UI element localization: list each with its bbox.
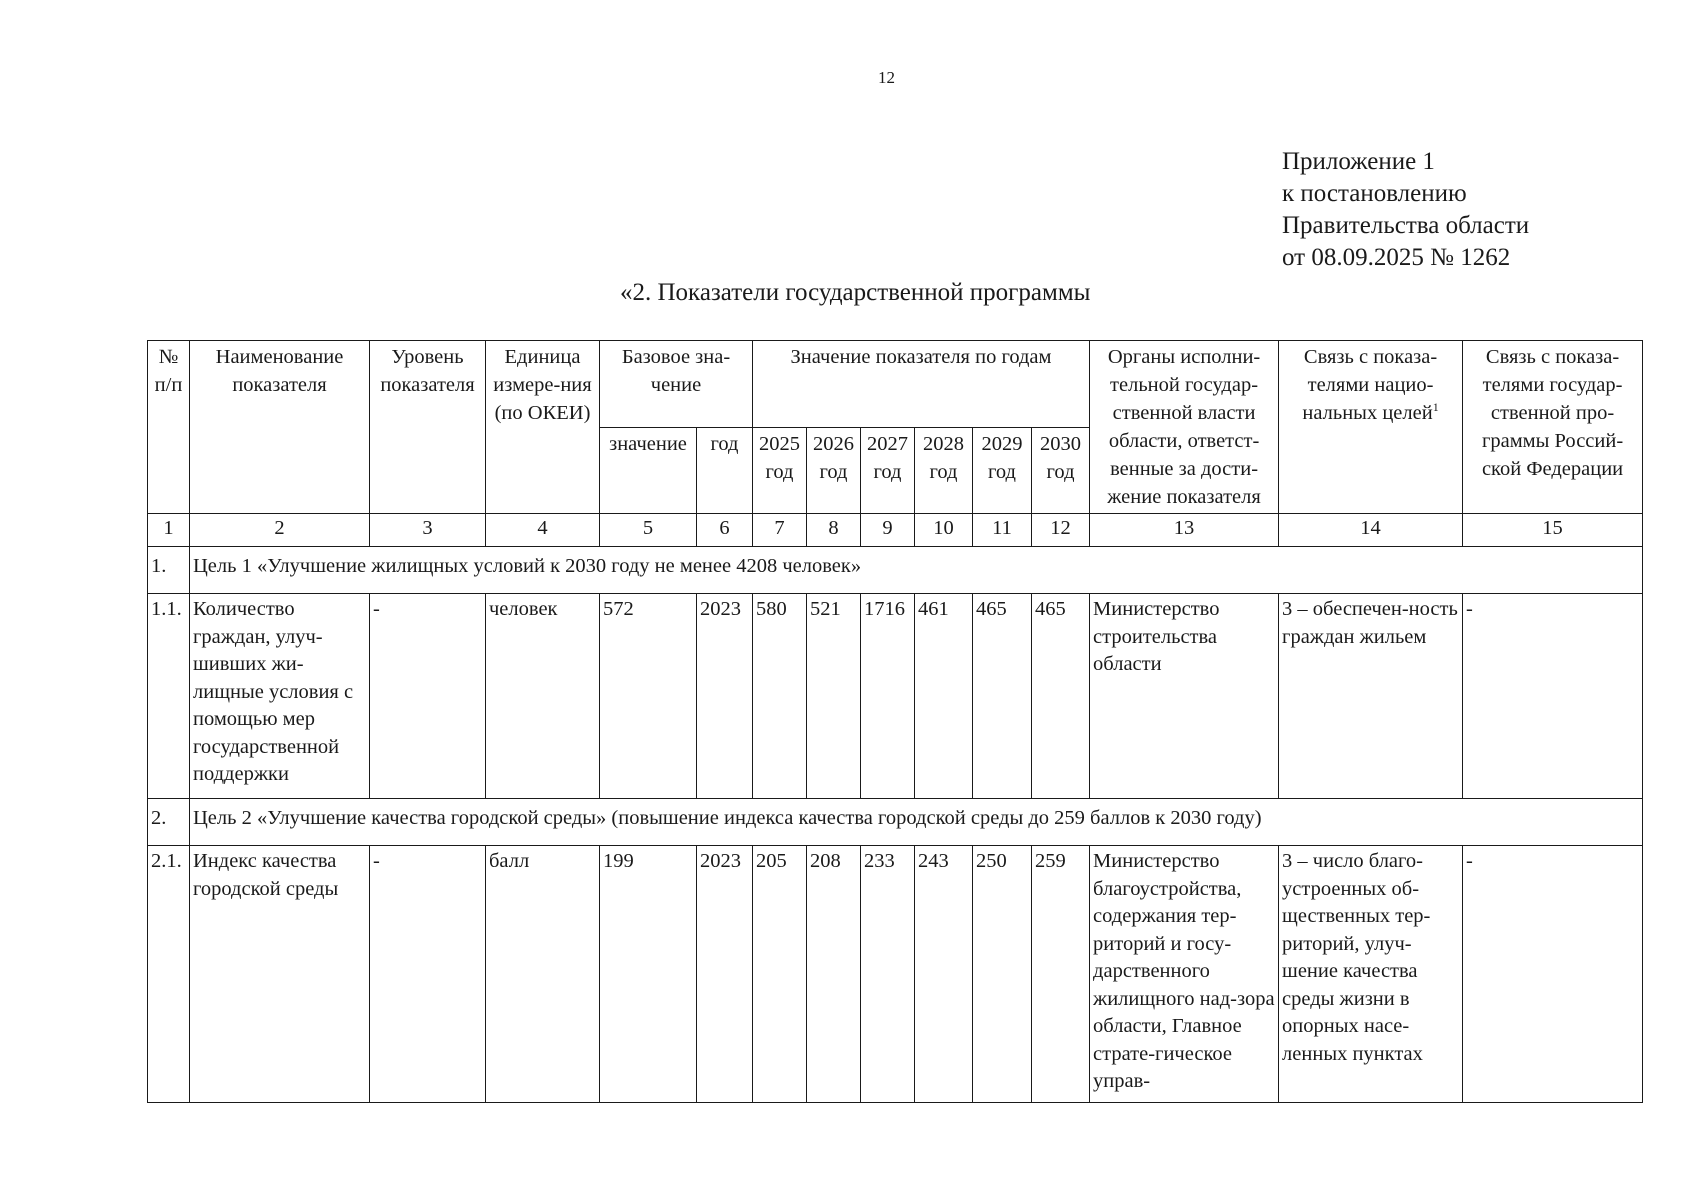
indicator-level: - bbox=[370, 846, 486, 1103]
indicator-value-2030: 259 bbox=[1032, 846, 1090, 1103]
column-number: 6 bbox=[697, 514, 753, 547]
page-number: 12 bbox=[878, 68, 895, 87]
indicator-base-year: 2023 bbox=[697, 846, 753, 1103]
header-years-group: Значение показателя по годам bbox=[753, 341, 1090, 428]
indicator-base-value: 199 bbox=[600, 846, 697, 1103]
header-year-2026: 2026 год bbox=[807, 427, 861, 514]
header-year-2025: 2025 год bbox=[753, 427, 807, 514]
column-number: 2 bbox=[190, 514, 370, 547]
appendix-line: Приложение 1 bbox=[1282, 148, 1435, 175]
goal-row bbox=[148, 547, 1643, 594]
indicator-number: 2.1. bbox=[148, 846, 190, 1103]
goal-row bbox=[148, 799, 1643, 846]
indicator-base-value: 572 bbox=[600, 594, 697, 799]
column-number: 8 bbox=[807, 514, 861, 547]
indicator-federal-link: - bbox=[1463, 846, 1643, 1103]
header-federal-link: Связь с показа-телями государ-ственной про-граммы Россий-ской Федерации bbox=[1463, 341, 1643, 514]
header-num: № п/п bbox=[148, 341, 190, 514]
indicator-value-2025: 205 bbox=[753, 846, 807, 1103]
header-national-link bbox=[1279, 341, 1463, 514]
appendix-line: от 08.09.2025 № 1262 bbox=[1282, 244, 1511, 271]
indicator-unit: человек bbox=[486, 594, 600, 799]
indicator-value-2027: 1716 bbox=[861, 594, 915, 799]
indicator-value-2028: 461 bbox=[915, 594, 973, 799]
footnote-marker: 1 bbox=[1432, 400, 1439, 415]
column-number: 11 bbox=[973, 514, 1032, 547]
indicator-value-2028: 243 bbox=[915, 846, 973, 1103]
goal-number: 1. bbox=[148, 547, 190, 594]
header-base: Базовое зна-чение bbox=[600, 341, 753, 428]
column-number: 12 bbox=[1032, 514, 1090, 547]
column-number: 4 bbox=[486, 514, 600, 547]
indicator-level: - bbox=[370, 594, 486, 799]
indicator-value-2030: 465 bbox=[1032, 594, 1090, 799]
header-base-value: значение bbox=[600, 427, 697, 514]
indicator-value-2027: 233 bbox=[861, 846, 915, 1103]
column-number: 13 bbox=[1090, 514, 1279, 547]
indicator-name: Индекс качества городской среды bbox=[190, 846, 370, 1103]
document-title: «2. Показатели государственной программы bbox=[620, 279, 1091, 306]
header-national-link-text: Связь с показа-телями нацио-нальных целей bbox=[1302, 346, 1438, 424]
column-number: 5 bbox=[600, 514, 697, 547]
appendix-block bbox=[1282, 146, 1529, 274]
indicator-federal-link: - bbox=[1463, 594, 1643, 799]
indicator-unit: балл bbox=[486, 846, 600, 1103]
header-name: Наименование показателя bbox=[190, 341, 370, 514]
column-number: 7 bbox=[753, 514, 807, 547]
column-number: 1 bbox=[148, 514, 190, 547]
header-unit: Единица измере-ния (по ОКЕИ) bbox=[486, 341, 600, 514]
header-organs: Органы исполни-тельной государ-ственной власти области, ответст-венные за дости-жение показателя bbox=[1090, 341, 1279, 514]
column-number: 9 bbox=[861, 514, 915, 547]
indicator-value-2026: 208 bbox=[807, 846, 861, 1103]
appendix-line: к постановлению bbox=[1282, 180, 1467, 207]
indicator-value-2029: 250 bbox=[973, 846, 1032, 1103]
column-number: 10 bbox=[915, 514, 973, 547]
indicator-number: 1.1. bbox=[148, 594, 190, 799]
indicator-national-link: 3 – число благо-устроенных об-щественных тер-риторий, улуч-шение качества среды жизни в опорных насе-ленных пунктах bbox=[1279, 846, 1463, 1103]
header-row bbox=[148, 341, 1643, 428]
indicator-organ: Министерство строительства области bbox=[1090, 594, 1279, 799]
header-year-2029: 2029 год bbox=[973, 427, 1032, 514]
indicator-row bbox=[148, 594, 1643, 799]
indicator-national-link: 3 – обеспечен-ность граждан жильем bbox=[1279, 594, 1463, 799]
indicator-row bbox=[148, 846, 1643, 1103]
goal-text: Цель 1 «Улучшение жилищных условий к 2030 году не менее 4208 человек» bbox=[190, 547, 1643, 594]
header-year-2028: 2028 год bbox=[915, 427, 973, 514]
indicator-organ: Министерство благоустройства, содержания тер-риторий и госу-дарственного жилищного над-зора области, Главное страте-гическое управ- bbox=[1090, 846, 1279, 1103]
goal-number: 2. bbox=[148, 799, 190, 846]
column-numbers-row bbox=[148, 514, 1643, 547]
column-number: 15 bbox=[1463, 514, 1643, 547]
indicator-base-year: 2023 bbox=[697, 594, 753, 799]
appendix-line: Правительства области bbox=[1282, 212, 1530, 239]
header-year-2027: 2027 год bbox=[861, 427, 915, 514]
column-number: 14 bbox=[1279, 514, 1463, 547]
indicator-value-2026: 521 bbox=[807, 594, 861, 799]
goal-text: Цель 2 «Улучшение качества городской среды» (повышение индекса качества городской среды до 259 баллов к 2030 году) bbox=[190, 799, 1643, 846]
indicator-value-2029: 465 bbox=[973, 594, 1032, 799]
indicator-value-2025: 580 bbox=[753, 594, 807, 799]
header-year-2030: 2030 год bbox=[1032, 427, 1090, 514]
header-base-year: год bbox=[697, 427, 753, 514]
column-number: 3 bbox=[370, 514, 486, 547]
indicator-name: Количество граждан, улуч-шивших жи-лищные условия с помощью мер государственной поддержки bbox=[190, 594, 370, 799]
header-level: Уровень показателя bbox=[370, 341, 486, 514]
indicators-table bbox=[147, 340, 1643, 1103]
